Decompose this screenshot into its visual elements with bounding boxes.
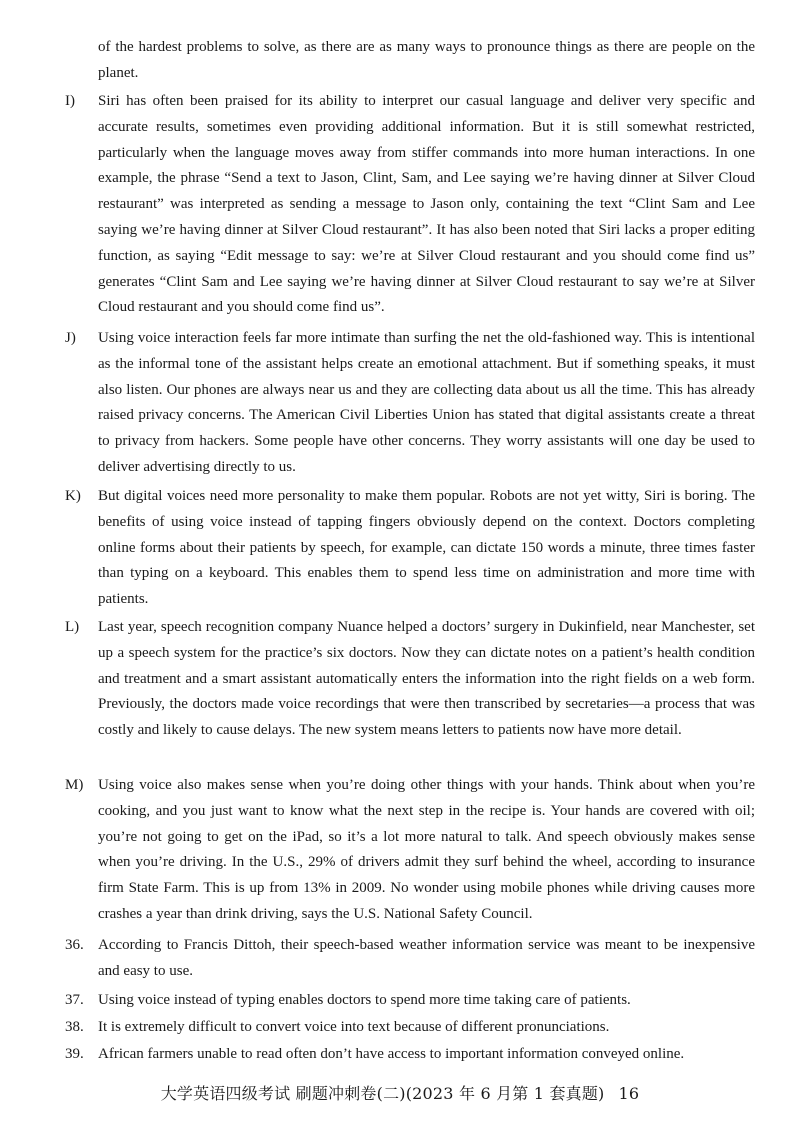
paragraph-text: But digital voices need more personality to make them popular. Robots are not yet witty, Siri is boring. The benefits of using voice instead of tapping fingers obviously depend on the context. Doctors completing online forms about their patients by speech, for example, can dictate 150 words a minute, three times faster than typing on a keyboard. This enables them to spend less time on administration and more time with patients.	[98, 488, 755, 608]
paragraph-text: Siri has often been praised for its ability to interpret our casual language and deliver very specific and accurate results, sometimes even providing additional information. But it is still somewhat restricted, particularly when the language moves away from stiffer commands into more human interactions. In one example, the phrase “Send a text to Jason, Clint, Sam, and Lee saying we’re having dinner at Silver Cloud restaurant” was interpreted as sending a message to Jason only, containing the text “Clint Sam and Lee saying we’re having dinner at Silver Cloud restaurant”. It has also been noted that Siri lacks a proper editing function, as saying “Edit message to say: we’re at Silver Cloud restaurant and you should come find us” generates “Clint Sam and Lee saying we’re having dinner at Silver Cloud restaurant to say we’re at Silver Cloud restaurant and you should come find us”.	[98, 93, 755, 316]
paragraph-text: Using voice also makes sense when you’re doing other things with your hands. Think about when you’re cooking, and you just want to know what the next step in the recipe is. Your hands are covered with oil; you’re not going to get on the iPad, so it’s a lot more natural to talk. And speech obviously makes sense when you’re driving. In the U.S., 29% of drivers admit they surf behind the wheel, according to insurance firm State Farm. This is up from 13% in 2009. No wonder using mobile phones while driving causes more crashes a year than drink driving, says the U.S. National Safety Council.	[98, 777, 755, 922]
paragraph-text: Using voice interaction feels far more intimate than surfing the net the old-fashioned way. This is intentional as the informal tone of the assistant helps create an emotional attachment. But if something speaks, it must also listen. Our phones are always near us and they are collecting data about us all the time. This has already raised privacy concerns. The American Civil Liberties Union has stated that digital assistants create a threat to privacy from hackers. Some people have other concerns. They worry assistants will one day be used to deliver advertising directly to us.	[98, 330, 755, 475]
question-text: African farmers unable to read often don’t have access to important information conveyed online.	[98, 1046, 685, 1062]
footer-title: 大学英语四级考试 刷题冲刺卷(二)(2023 年 6 月第 1 套真题)	[160, 1084, 605, 1103]
question-number: 37.	[65, 992, 84, 1008]
question-text: According to Francis Dittoh, their speech-based weather information service was meant to be inexpensive and easy to use.	[98, 937, 755, 979]
paragraph-label: K)	[65, 488, 81, 504]
paragraph-label: L)	[65, 619, 80, 635]
question-text: It is extremely difficult to convert voice into text because of different pronunciations.	[98, 1019, 610, 1035]
paragraph-J	[65, 326, 755, 481]
paragraph-label: J)	[65, 330, 76, 346]
paragraph-L	[65, 615, 755, 744]
question-number: 36.	[65, 937, 84, 953]
paragraph-label: M)	[65, 777, 84, 793]
page-number: 16	[618, 1084, 640, 1103]
page-footer	[0, 1081, 800, 1104]
paragraph-text: Last year, speech recognition company Nuance helped a doctors’ surgery in Dukinfield, near Manchester, set up a speech system for the practice’s six doctors. Now they can dictate notes on a patient’s health condition and treatment and a smart assistant automatically enters the information into the right fields on a web form. Previously, the doctors made voice recordings that were then transcribed by secretaries—a process that was costly and likely to cause delays. The new system means letters to patients now have more detail.	[98, 619, 755, 739]
question-text: Using voice instead of typing enables doctors to spend more time taking care of patients.	[98, 992, 631, 1008]
question-number: 39.	[65, 1046, 84, 1062]
question-37	[65, 988, 755, 1014]
continuation-paragraph: of the hardest problems to solve, as there are as many ways to pronounce things as there are people on the planet.	[98, 39, 755, 81]
paragraph-I	[65, 89, 755, 321]
paragraph-K	[65, 484, 755, 613]
question-38	[65, 1015, 755, 1041]
question-36	[65, 933, 755, 985]
question-39	[65, 1042, 755, 1068]
paragraph-M	[65, 773, 755, 928]
paragraph-label: I)	[65, 93, 75, 109]
question-number: 38.	[65, 1019, 84, 1035]
